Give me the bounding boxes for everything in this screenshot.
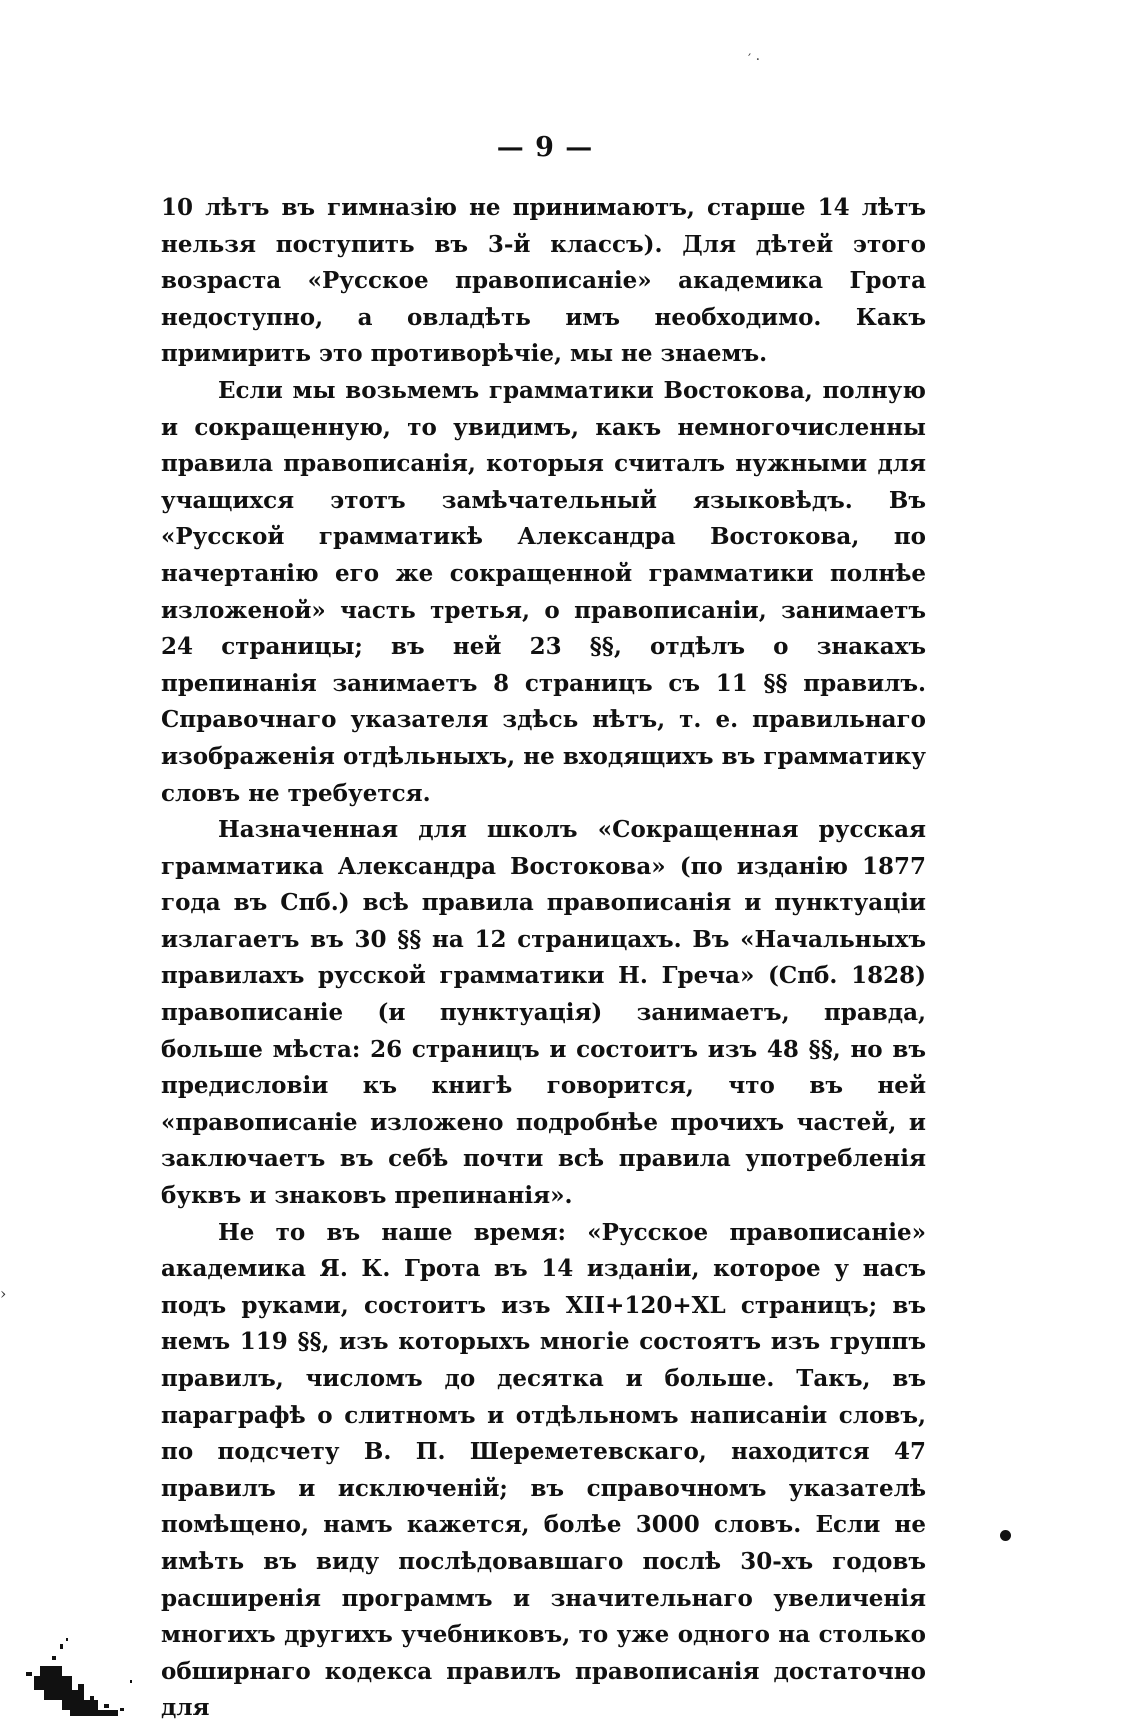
paragraph-3: Назначенная для школъ «Сокращенная русская грамматика Александра Востокова» (по изданію 1877 года въ Спб.) всѣ правила правописанія и пунктуаціи излагаетъ въ 30 §§ на 12 страницахъ. Въ «Начальныхъ правилахъ русской грамматики Н. Греча» (Спб. 1828) правописаніе (и пунктуація) занимаетъ, правда, больше мѣста: 26 страницъ и состоитъ изъ 48 §§, но въ предисловіи къ книгѣ говорится, что въ ней «правописаніе изложено подробнѣе прочихъ частей, и заключаетъ въ себѣ почти всѣ правила употребленія буквъ и знаковъ препинанія». [161, 816, 926, 1210]
ink-blot-decoration [0, 1596, 150, 1716]
margin-mark: › [0, 1284, 7, 1303]
body-text [161, 190, 926, 1727]
paragraph-2: Если мы возьмемъ грамматики Востокова, полную и сокращенную, то увидимъ, какъ немногочисленны правила правописанія, которыя считалъ нужными для учащихся этотъ замѣчательный языковѣдъ. Въ «Русской грамматикѣ Александра Востокова, по начертанію его же сокращенной грамматики полнѣе изложеной» часть третья, о правописаніи, занимаетъ 24 страницы; въ ней 23 §§, отдѣлъ о знакахъ препинанія занимаетъ 8 страницъ съ 11 §§ правилъ. Справочнаго указателя здѣсь нѣтъ, т. е. правильнаго изображенія отдѣльныхъ, не входящихъ въ грамматику словъ не требуется. [161, 376, 926, 807]
paragraph-4: Не то въ наше время: «Русское правописаніе» академика Я. К. Грота въ 14 изданіи, которое у насъ подъ руками, состоитъ изъ XII+120+XL страницъ; въ немъ 119 §§, изъ которыхъ многіе состоятъ изъ группъ правилъ, числомъ до десятка и больше. Такъ, въ параграфѣ о слитномъ и отдѣльномъ написаніи словъ, по подсчету В. П. Шереметевскаго, находится 47 правилъ и исключеній; въ справочномъ указателѣ помѣщено, намъ кажется, болѣе 3000 словъ. Если не имѣть въ виду послѣдовавшаго послѣ 30-хъ годовъ расширенія программъ и значительнаго увеличенія многихъ другихъ учебниковъ, то уже одного на столько обширнаго кодекса правилъ правописанія достаточно для [161, 1218, 926, 1722]
paragraph-1: 10 лѣтъ въ гимназію не принимаютъ, старше 14 лѣтъ нельзя поступить въ 3-й классъ). Для дѣтей этого возраста «Русское правописаніе» академика Грота недоступно, а овладѣть имъ необходимо. Какъ примирить это противорѣчіе, мы не знаемъ. [161, 194, 926, 368]
ink-dot [1000, 1530, 1011, 1541]
page-number: — 9 — [496, 132, 594, 163]
scan-mark: ′ · [748, 52, 761, 68]
